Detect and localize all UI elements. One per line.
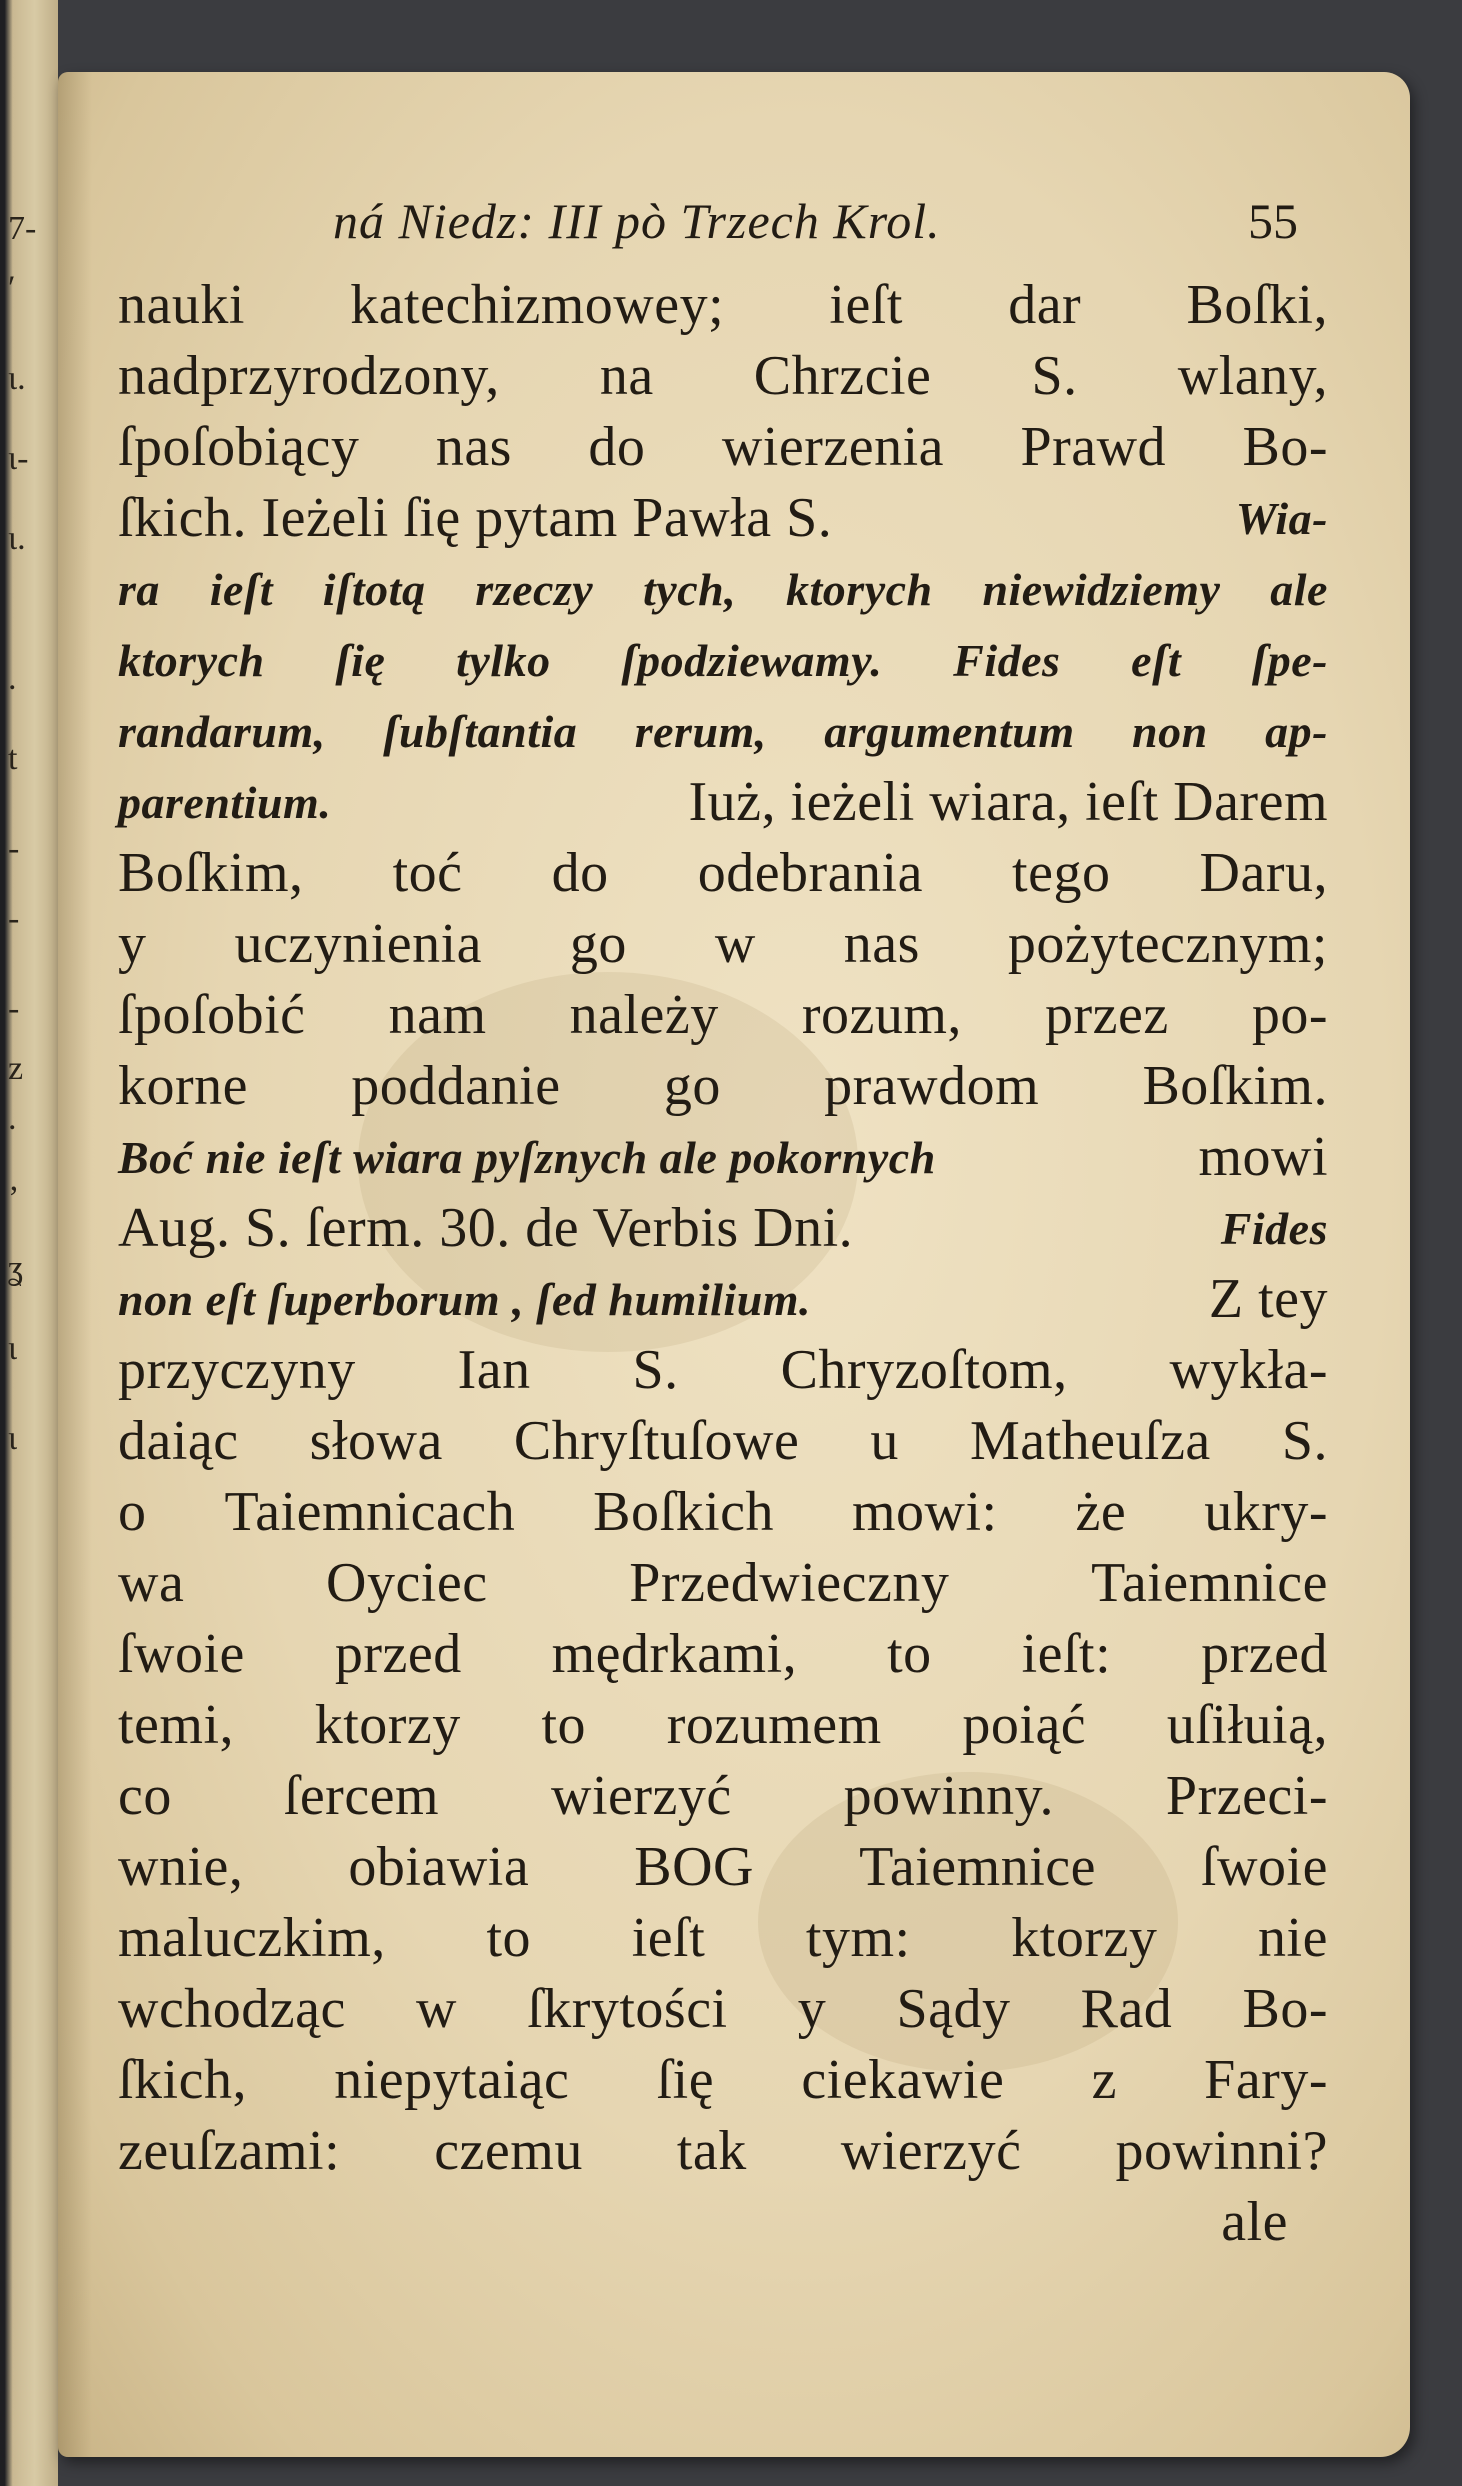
- word: w: [416, 1978, 457, 2040]
- word: nas: [435, 416, 512, 478]
- word: Taiemnice: [1091, 1552, 1328, 1614]
- text-line: [118, 1193, 1328, 1264]
- left-page-fragment: -: [8, 900, 20, 937]
- word: ieſt: [631, 1907, 706, 1969]
- text-line: [118, 1335, 1328, 1406]
- word: co: [118, 1765, 172, 1827]
- text-lines: [118, 270, 1328, 2187]
- word: tych,: [643, 564, 737, 615]
- word: ſercem: [283, 1765, 440, 1827]
- word: ktorych: [118, 635, 265, 686]
- text-line: [118, 1974, 1328, 2045]
- word: eſt: [1131, 635, 1182, 686]
- word: korne: [118, 1055, 249, 1117]
- word: że: [1075, 1481, 1127, 1543]
- word: Oyciec: [326, 1552, 488, 1614]
- left-page-fragment: z: [8, 1050, 24, 1087]
- word: Chryzoſtom,: [780, 1339, 1068, 1401]
- word: na: [599, 345, 654, 407]
- word: Przedwieczny: [629, 1552, 950, 1614]
- word: non: [1132, 706, 1208, 757]
- text-line: [118, 696, 1328, 767]
- text-line: [118, 1406, 1328, 1477]
- word: ktorzy: [1011, 1907, 1158, 1969]
- word: niepytaiąc: [334, 2049, 570, 2111]
- catchword: ale: [1221, 2191, 1288, 2253]
- line-text: non eſt ſuperborum , ſed humilium.: [118, 1274, 812, 1325]
- word: przyczyny: [118, 1339, 356, 1401]
- word: ap-: [1265, 706, 1328, 757]
- word: wa: [118, 1552, 185, 1614]
- text-block: [118, 192, 1328, 2258]
- word: rozumem: [666, 1694, 882, 1756]
- word: nadprzyrodzony,: [118, 345, 500, 407]
- text-line: [118, 341, 1328, 412]
- left-page-fragment: 7-: [8, 210, 37, 247]
- word: obiawia: [348, 1836, 530, 1898]
- word: Ian: [457, 1339, 531, 1401]
- line-tail: Fides: [1220, 1203, 1328, 1254]
- word: tym:: [805, 1907, 911, 1969]
- word: ieſt: [829, 274, 903, 336]
- word: dar: [1008, 274, 1082, 336]
- left-page-fragment: ɩ.: [8, 360, 26, 397]
- word: tego: [1012, 842, 1111, 904]
- word: ſpoſobiący: [118, 416, 360, 478]
- catchword-line: [118, 2187, 1328, 2258]
- word: rerum,: [634, 706, 767, 757]
- word: Chryſtuſowe: [513, 1410, 800, 1472]
- text-line: [118, 483, 1328, 554]
- word: ra: [118, 564, 160, 615]
- page-number: 55: [1248, 193, 1298, 249]
- word: rzeczy: [475, 564, 594, 615]
- word: S.: [1281, 1410, 1328, 1472]
- text-line: [118, 1477, 1328, 1548]
- line-text: parentium.: [118, 777, 332, 828]
- word: powinni?: [1115, 2120, 1328, 2182]
- word: uczynienia: [234, 913, 482, 975]
- word: nauki: [118, 274, 245, 336]
- left-page-fragment: ɩ: [8, 1420, 18, 1457]
- word: Boſkim,: [118, 842, 304, 904]
- word: wnie,: [118, 1836, 244, 1898]
- word: argumentum: [824, 706, 1075, 757]
- text-line: [118, 1122, 1328, 1193]
- left-page-edge: [0, 0, 58, 2486]
- line-text: Boć nie ieſt wiara pyſznych ale pokornych: [118, 1132, 936, 1183]
- word: ſkich,: [118, 2049, 247, 2111]
- word: y: [797, 1978, 827, 2040]
- word: go: [663, 1055, 721, 1117]
- left-page-fragment: ʹ: [8, 270, 16, 307]
- word: ieſt:: [1021, 1623, 1112, 1685]
- text-line: [118, 1761, 1328, 1832]
- word: Rad: [1080, 1978, 1173, 2040]
- word: ſpe-: [1251, 635, 1328, 686]
- word: ktorzy: [314, 1694, 461, 1756]
- word: toć: [392, 842, 463, 904]
- word: ukry-: [1204, 1481, 1328, 1543]
- page-header: [118, 192, 1328, 270]
- text-line: [118, 2116, 1328, 2187]
- word: S.: [632, 1339, 679, 1401]
- text-line: [118, 625, 1328, 696]
- word: należy: [569, 984, 719, 1046]
- word: w: [714, 913, 756, 975]
- word: nas: [843, 913, 920, 975]
- text-line: [118, 1051, 1328, 1122]
- word: Fides: [953, 635, 1061, 686]
- text-line: [118, 1264, 1328, 1335]
- word: Taiemnicach: [224, 1481, 516, 1543]
- left-page-fragment: ʓ: [8, 1250, 24, 1287]
- word: nie: [1258, 1907, 1328, 1969]
- word: BOG: [634, 1836, 754, 1898]
- word: czemu: [434, 2120, 583, 2182]
- word: poiąć: [962, 1694, 1087, 1756]
- text-line: [118, 909, 1328, 980]
- word: wlany,: [1177, 345, 1328, 407]
- text-line: [118, 2045, 1328, 2116]
- word: ale: [1270, 564, 1328, 615]
- line-tail: mowi: [1198, 1126, 1328, 1188]
- word: tylko: [456, 635, 551, 686]
- word: S.: [1031, 345, 1078, 407]
- word: temi,: [118, 1694, 235, 1756]
- word: ſubſtantia: [383, 706, 578, 757]
- word: przez: [1045, 984, 1169, 1046]
- word: powinny.: [843, 1765, 1055, 1827]
- word: Boſki,: [1186, 274, 1328, 336]
- word: Bo-: [1242, 1978, 1328, 2040]
- word: poddanie: [351, 1055, 561, 1117]
- word: ktorych: [786, 564, 933, 615]
- left-page-fragment: -: [8, 830, 20, 867]
- line-tail: Z tey: [1208, 1268, 1328, 1330]
- word: to: [887, 1623, 932, 1685]
- left-page-fragment: .: [8, 1100, 17, 1137]
- word: katechizmowey;: [350, 274, 725, 336]
- word: ſię: [656, 2049, 715, 2111]
- word: u: [870, 1410, 899, 1472]
- line-text: ſkich. Ieżeli ſię pytam Pawła S.: [118, 487, 833, 549]
- left-page-fragment: ɩ-: [8, 440, 29, 477]
- left-page-fragment: ʼ: [8, 1180, 20, 1217]
- word: ſpodziewamy.: [621, 635, 883, 686]
- word: Fary-: [1204, 2049, 1328, 2111]
- word: z: [1091, 2049, 1117, 2111]
- word: ſpoſobić: [118, 984, 306, 1046]
- word: odebrania: [697, 842, 923, 904]
- word: Chrzcie: [753, 345, 932, 407]
- word: zeuſzami:: [118, 2120, 341, 2182]
- word: nam: [388, 984, 487, 1046]
- word: ſkrytości: [527, 1978, 728, 2040]
- word: wierzyć: [840, 2120, 1022, 2182]
- word: iſtotą: [322, 564, 426, 615]
- left-page-fragment: -: [8, 990, 20, 1027]
- word: ſwoie: [1201, 1836, 1328, 1898]
- word: Boſkim.: [1142, 1055, 1328, 1117]
- left-page-fragment: t: [8, 740, 18, 777]
- word: maluczkim,: [118, 1907, 386, 1969]
- text-line: [118, 412, 1328, 483]
- word: tak: [676, 2120, 747, 2182]
- left-page-fragment: .: [8, 660, 17, 697]
- word: y: [118, 913, 147, 975]
- word: wchodząc: [118, 1978, 346, 2040]
- word: Prawd: [1020, 416, 1167, 478]
- text-line: [118, 270, 1328, 341]
- word: to: [486, 1907, 532, 1969]
- text-line: [118, 980, 1328, 1051]
- text-line: [118, 1832, 1328, 1903]
- word: wierzenia: [721, 416, 944, 478]
- word: wykła-: [1169, 1339, 1328, 1401]
- word: niewidziemy: [982, 564, 1221, 615]
- word: daiąc: [118, 1410, 239, 1472]
- text-line: [118, 767, 1328, 838]
- word: Sądy: [896, 1978, 1011, 2040]
- running-title: ná Niedz: III pò Trzech Krol.: [333, 193, 941, 249]
- word: randarum,: [118, 706, 326, 757]
- word: Taiemnice: [859, 1836, 1096, 1898]
- word: ſię: [335, 635, 386, 686]
- line-tail: Wia-: [1235, 493, 1328, 544]
- word: uſiłuią,: [1166, 1694, 1328, 1756]
- book-page: [58, 72, 1410, 2457]
- text-line: [118, 1619, 1328, 1690]
- word: wierzyć: [551, 1765, 732, 1827]
- text-line: [118, 554, 1328, 625]
- word: przed: [334, 1623, 462, 1685]
- word: pożytecznym;: [1007, 913, 1328, 975]
- word: mowi:: [851, 1481, 998, 1543]
- word: Bo-: [1242, 416, 1328, 478]
- word: do: [588, 416, 646, 478]
- word: po-: [1251, 984, 1328, 1046]
- line-text: Aug. S. ſerm. 30. de Verbis Dni.: [118, 1197, 854, 1259]
- text-line: [118, 1548, 1328, 1619]
- word: Boſkich: [593, 1481, 774, 1543]
- word: go: [569, 913, 627, 975]
- word: Matheuſza: [969, 1410, 1211, 1472]
- word: to: [541, 1694, 587, 1756]
- word: prawdom: [824, 1055, 1040, 1117]
- line-tail: Iuż, ieżeli wiara, ieſt Darem: [688, 771, 1328, 833]
- text-line: [118, 1903, 1328, 1974]
- text-line: [118, 838, 1328, 909]
- word: ſwoie: [118, 1623, 245, 1685]
- word: o: [118, 1481, 147, 1543]
- word: Przeci-: [1165, 1765, 1328, 1827]
- word: przed: [1201, 1623, 1328, 1685]
- left-page-fragment: ɩ.: [8, 520, 26, 557]
- left-page-fragment: ɩ: [8, 1330, 18, 1367]
- word: ieſt: [209, 564, 273, 615]
- word: ciekawie: [801, 2049, 1005, 2111]
- word: rozum,: [801, 984, 962, 1046]
- text-line: [118, 1690, 1328, 1761]
- word: Daru,: [1199, 842, 1328, 904]
- word: mędrkami,: [551, 1623, 798, 1685]
- word: do: [551, 842, 609, 904]
- word: słowa: [309, 1410, 443, 1472]
